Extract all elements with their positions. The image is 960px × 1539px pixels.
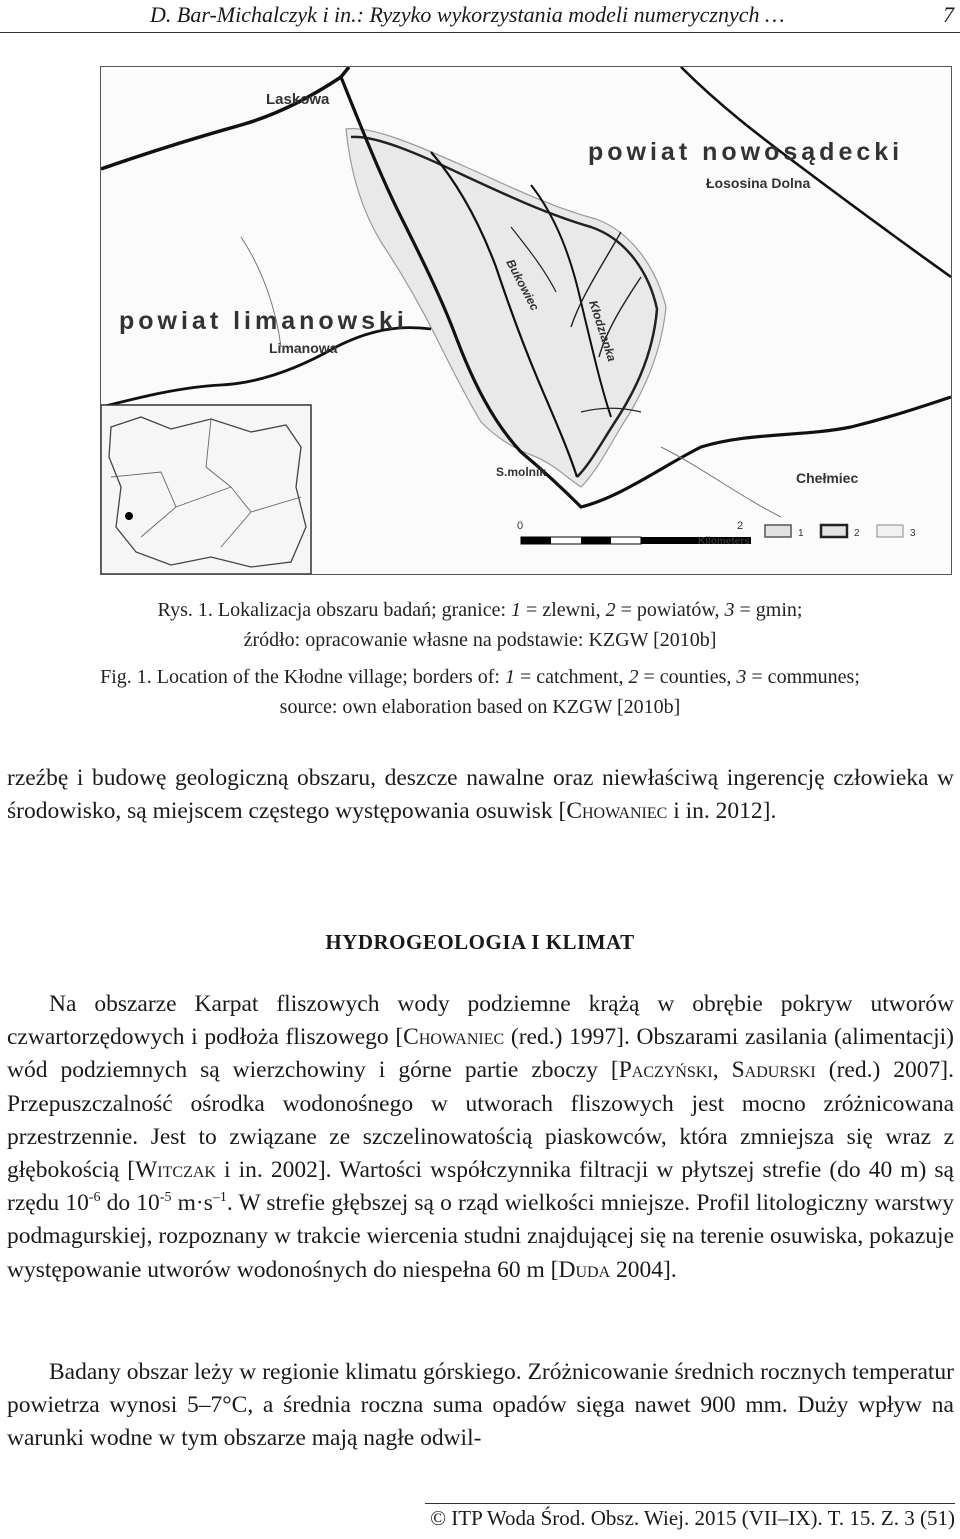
journal-footer: © ITP Woda Środ. Obsz. Wiej. 2015 (VII–IX). T. 15. Z. 3 (51) [425,1503,955,1531]
caption-en-line1: Fig. 1. Location of the Kłodne village; borders of: 1 = catchment, 2 = counties, 3 = communes; [100,666,860,688]
label-powiat-nowosadecki: powiat nowosądecki [588,138,904,166]
label-bukowiec: Bukowiec [503,256,543,313]
river-east [681,67,951,277]
running-header [0,0,960,33]
paragraph-1: rzeźbę i budowę geologiczną obszaru, deszcze nawalne oraz niewłaściwą ingerencję człowieka w środowisko, są miejscem częstego występowania osuwisk [Chowaniec i in. 2012]. [7,765,954,825]
county-border [101,67,349,169]
label-legend-1: 1 [798,528,804,539]
label-lososina: Łososina Dolna [706,175,811,191]
caption-pl-line1: Rys. 1. Lokalizacja obszaru badań; granice: 1 = zlewni, 2 = powiatów, 3 = gmin; [157,599,803,621]
label-legend-3: 3 [910,528,916,539]
section-heading: HYDROGEOLOGIA I KLIMAT [325,930,635,954]
label-powiat-limanowski: powiat limanowski [119,307,408,335]
caption-pl-line2: źródło: opracowanie własne na podstawie: KZGW [2010b] [243,629,717,651]
figure-caption-en [0,662,960,722]
label-scale-two: 2 [737,520,744,532]
label-laskowa: Laskowa [266,91,330,108]
map-graphic [101,67,951,574]
location-map [100,66,952,575]
label-chelmiec: Chełmiec [796,470,859,486]
page-number: 7 [943,2,954,27]
figure-caption-pl [0,595,960,655]
paragraph-3: Badany obszar leży w regionie klimatu górskiego. Zróżnicowanie średnich rocznych temperatur powietrza wynosi 5–7°C, a średnia roczna suma opadów sięga nawet 900 mm. Duży wpływ na warunki wodne w tym obszarze mają nagłe odwil- [7,1359,954,1452]
paragraph-2: Na obszarze Karpat fliszowych wody podziemne krążą w obrębie pokryw utworów czwartorzędowych i podłoża fliszowego [Chowaniec (red.) 1997]. Obszarami zasilania (alimentacji) wód podziemnych są wierzchowiny i górne partie zboczy [Paczyński, Sadurski (red.) 2007]. Przepuszczalność ośrodka wodonośnego w utworach fliszowych jest mocno zróżnicowana przestrzennie. Jest to związane ze szczelinowatością piaskowców, która zmniejsza się wraz z głębokością [Witczak i in. 2002]. Wartości współczynnika filtracji w płytszej strefie (do 40 m) są rzędu $10^{-6}$ do $10^{-5}$ $m\cdot s^{-1}$. W strefie głębszej są o rząd wielkości mniejsze. Profil litologiczny warstwy podmagurskiej, rozpoznany w trakcie wiercenia studni znajdującej się na terenie osuwiska, pokazuje występowanie utworów wodonośnych do niespełna 60 m [Duda 2004]. [7,991,955,1283]
label-scale-zero: 0 [517,520,524,532]
map-legend [765,525,903,537]
label-limanowa: Limanowa [269,340,338,356]
label-smolnik: S.molnik [496,465,547,479]
caption-en-line2: source: own elaboration based on KZGW [2010b] [279,696,681,718]
location-marker [125,512,133,520]
inset-map [101,405,311,574]
label-legend-2: 2 [854,528,860,539]
running-title: D. Bar-Michalczyk i in.: Ryzyko wykorzystania modeli numerycznych … [150,2,785,27]
label-kilometers: Kilometers [698,536,750,547]
county-border-3 [101,328,431,407]
label-klodzianka: Kłodzianka [586,298,620,364]
